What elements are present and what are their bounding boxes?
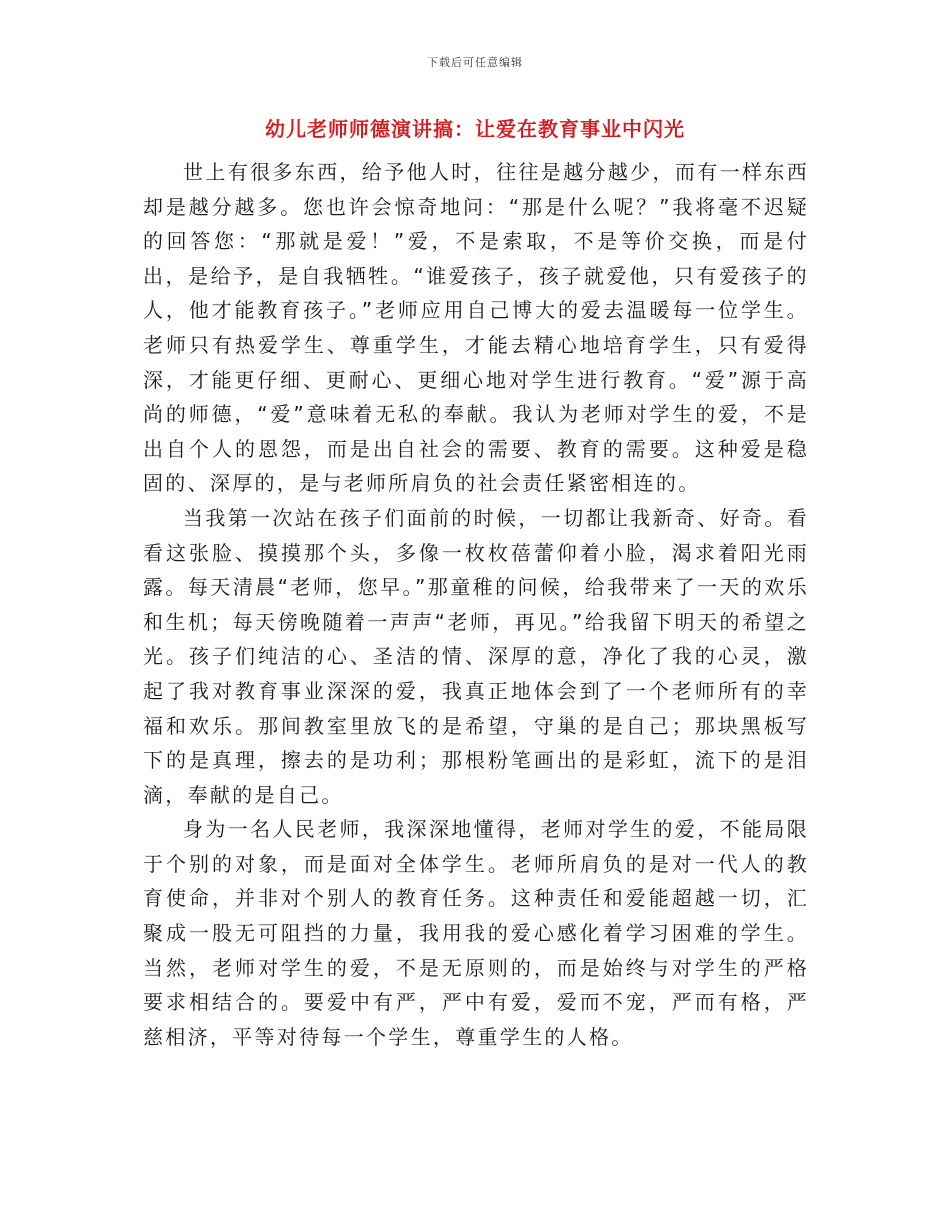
document-body (143, 155, 809, 1054)
document-title: 幼儿老师师德演讲搞：让爱在教育事业中闪光 (265, 117, 685, 141)
paragraph-2: 当我第一次站在孩子们面前的时候，一切都让我新奇、好奇。看看这张脸、摸摸那个头，多像一枚枚蓓蕾仰着小脸，渴求着阳光雨露。每天清晨“老师，您早。”那童稚的问候，给我带来了一天的欢乐和生机；每天傍晚随着一声声“老师，再见。”给我留下明天的希望之光。孩子们纯洁的心、圣洁的情、深厚的意，净化了我的心灵，激起了我对教育事业深深的爱，我真正地体会到了一个老师所有的幸福和欢乐。那间教室里放飞的是希望，守巢的是自己；那块黑板写下的是真理，擦去的是功利；那根粉笔画出的是彩虹，流下的是泪滴，奉献的是自己。 (143, 505, 809, 807)
paragraph-1: 世上有很多东西，给予他人时，往往是越分越少，而有一样东西却是越分越多。您也许会惊奇地问：“那是什么呢？”我将毫不迟疑的回答您：“那就是爱！”爱，不是索取，不是等价交换，而是付出，是给予，是自我牺牲。“谁爱孩子，孩子就爱他，只有爱孩子的人，他才能教育孩子。”老师应用自己博大的爱去温暖每一位学生。老师只有热爱学生、尊重学生，才能去精心地培育学生，只有爱得深，才能更仔细、更耐心、更细心地对学生进行教育。“爱”源于高尚的师德，“爱”意味着无私的奉献。我认为老师对学生的爱，不是出自个人的恩怨，而是出自社会的需要、教育的需要。这种爱是稳固的、深厚的，是与老师所肩负的社会责任紧密相连的。 (143, 160, 809, 496)
paragraph-3: 身为一名人民老师，我深深地懂得，老师对学生的爱，不能局限于个别的对象，而是面对全体学生。老师所肩负的是对一代人的教育使命，并非对个别人的教育任务。这种责任和爱能超越一切，汇聚成一股无可阻挡的力量，我用我的爱心感化着学习困难的学生。当然，老师对学生的爱，不是无原则的，而是始终与对学生的严格要求相结合的。要爱中有严，严中有爱，爱而不宠，严而有格，严慈相济，平等对待每一个学生，尊重学生的人格。 (143, 817, 809, 1049)
header-note: 下载后可任意编辑 (427, 56, 523, 69)
